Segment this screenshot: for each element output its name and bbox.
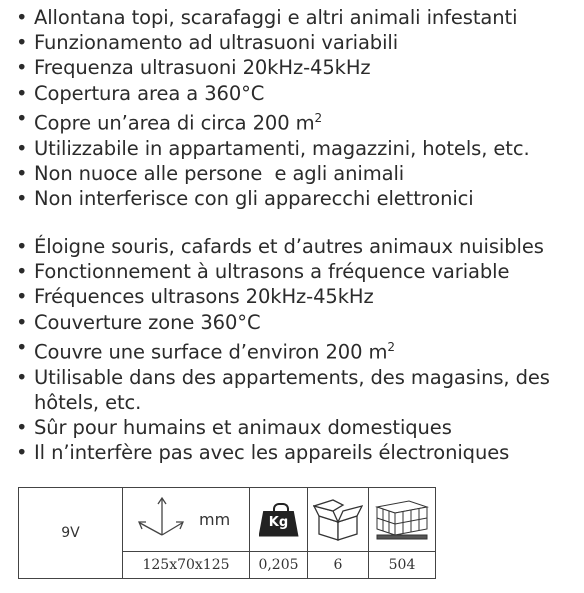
bullet-icon: • <box>16 441 28 465</box>
list-item: • Fonctionnement à ultrasons a fréquence variable <box>16 260 510 284</box>
dimensions-value: 125x70x125 <box>123 552 250 579</box>
weight-icon <box>259 503 299 537</box>
list-item: • Copertura area a 360°C <box>16 81 265 105</box>
list-item: • Fréquences ultrasons 20kHz-45kHz <box>16 285 374 309</box>
bullet-icon: • <box>16 56 28 80</box>
bullet-icon: • <box>16 335 28 359</box>
list-item: • Non interferisce con gli apparecchi elettronici <box>16 186 474 210</box>
weight-icon-cell <box>250 488 308 552</box>
list-item: • Funzionamento ad ultrasuoni variabili <box>16 31 399 55</box>
voltage-cell: 9V <box>19 488 123 579</box>
list-item: • Il n’interfère pas avec les appareils électroniques <box>16 441 510 465</box>
list-item: • Couvre une surface d’environ 200 $m^2$ <box>16 335 395 364</box>
weight-value: 0,205 <box>250 552 308 579</box>
bullet-icon: • <box>16 235 28 258</box>
list-item: • Sûr pour humains et animaux domestiques <box>16 415 452 439</box>
bullet-icon: • <box>16 6 28 29</box>
list-item: • Copre un’area di circa 200 $m^2$ <box>16 106 323 135</box>
pallet-icon <box>373 497 431 543</box>
list-item: • Utilisable dans des appartements, des magasins, des hôtels, etc. <box>16 365 550 414</box>
bullet-icon: • <box>16 415 28 439</box>
list-item: • Éloigne souris, cafards et d’autres animaux nuisibles <box>16 235 544 258</box>
bullet-icon: • <box>16 285 28 309</box>
dimensions-icon-cell <box>123 488 250 552</box>
list-item: • Utilizzabile in appartamenti, magazzini, hotels, etc. <box>16 136 530 160</box>
unit-label: mm <box>199 510 231 529</box>
bullet-icon: • <box>16 136 28 160</box>
pallet-quantity-value: 504 <box>369 552 436 579</box>
box-icon <box>313 498 363 542</box>
superscript: 2 <box>314 110 323 125</box>
bullet-icon: • <box>16 106 28 130</box>
bullet-icon: • <box>16 260 28 284</box>
box-icon-cell <box>308 488 369 552</box>
bullet-icon: • <box>16 81 28 105</box>
pallet-icon-cell <box>369 488 436 552</box>
list-item: • Frequenza ultrasuoni 20kHz-45kHz <box>16 56 371 80</box>
list-item: • Couverture zone 360°C <box>16 310 261 334</box>
bullet-icon: • <box>16 186 28 210</box>
bullet-icon: • <box>16 310 28 334</box>
french-feature-list <box>14 234 582 465</box>
box-quantity-value: 6 <box>308 552 369 579</box>
weight-icon-label: Kg <box>268 514 289 530</box>
list-item: • Non nuoce alle persone e agli animali <box>16 161 405 185</box>
list-item: • Allontana topi, scarafaggi e altri animali infestanti <box>16 6 518 29</box>
spec-table <box>18 487 436 579</box>
bullet-icon: • <box>16 365 28 389</box>
bullet-icon: • <box>16 31 28 55</box>
bullet-icon: • <box>16 161 28 185</box>
superscript: 2 <box>387 339 395 354</box>
italian-feature-list <box>14 5 582 211</box>
